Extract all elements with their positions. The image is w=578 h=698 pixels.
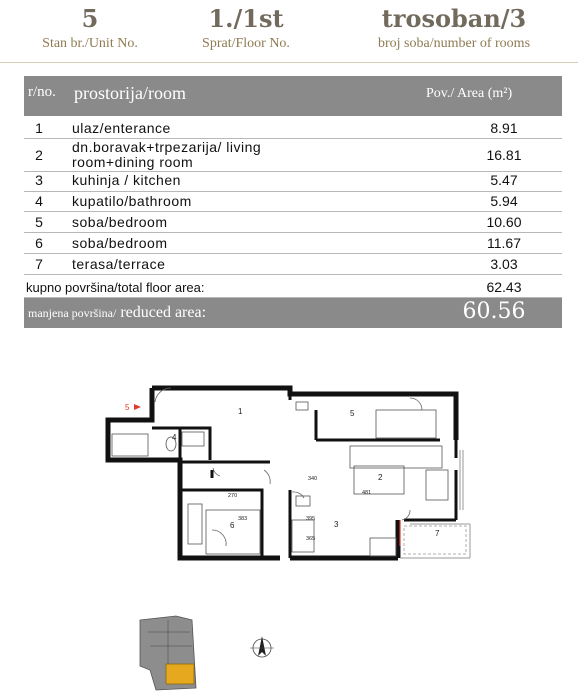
row-area: 8.91 — [490, 120, 518, 136]
floor-plan-drawing — [0, 370, 578, 694]
row-room: soba/bedroom — [72, 214, 168, 230]
rooms-number: trosoban/3 — [381, 4, 527, 33]
room-number-4: 4 — [172, 433, 177, 442]
unit-label: Stan br./Unit No. — [42, 36, 138, 51]
row-area: 11.67 — [487, 235, 521, 251]
row-room: ulaz/enterance — [72, 120, 171, 136]
row-area: 5.47 — [490, 172, 518, 188]
row-number: 1 — [35, 120, 43, 136]
table-header — [24, 76, 562, 116]
room-number-5: 5 — [350, 409, 355, 418]
row-room-line2: room+dining room — [72, 154, 194, 170]
table-row — [24, 235, 562, 253]
dimension-label: 340 — [308, 476, 318, 482]
row-divider — [24, 191, 562, 192]
row-divider — [24, 274, 562, 275]
unit-number: 5 — [81, 4, 99, 33]
floor-number: 1./1st — [208, 4, 284, 33]
row-divider — [24, 253, 562, 254]
table-row — [24, 214, 562, 232]
entrance-arrow-icon — [134, 404, 141, 410]
table-row — [24, 139, 562, 171]
row-room: kupatilo/bathroom — [72, 193, 192, 209]
row-room: dn.boravak+trpezarija/ living — [72, 139, 262, 155]
rooms-label: broj soba/number of rooms — [377, 36, 531, 51]
inner-walls — [152, 394, 456, 558]
room-number-6: 6 — [230, 521, 235, 530]
room-number-7: 7 — [435, 529, 440, 538]
row-room: soba/bedroom — [72, 235, 168, 251]
dimension-label: 383 — [238, 516, 248, 522]
floor-label: Sprat/Floor No. — [202, 36, 290, 51]
kitchen-furniture — [292, 496, 396, 556]
total-row — [24, 276, 562, 298]
row-area: 16.81 — [486, 147, 522, 163]
row-number: 6 — [35, 235, 43, 251]
table-row — [24, 120, 562, 138]
row-number: 5 — [35, 214, 43, 230]
floor-block — [176, 6, 316, 52]
bedroom-6-furniture — [188, 504, 260, 554]
col-no-header: r/no. — [28, 84, 56, 100]
bathroom-fixtures — [112, 432, 204, 456]
row-area: 10.60 — [486, 214, 522, 230]
compass-icon — [250, 636, 274, 657]
row-area: 5.94 — [490, 193, 518, 209]
dimension-label: 270 — [228, 493, 238, 499]
col-room-header: prostorija/room — [74, 83, 186, 103]
dimension-label: 365 — [306, 536, 316, 542]
col-area-header: Pov./ Area (m²) — [426, 86, 513, 101]
reduced-label-part-a: manjena površina/ — [28, 306, 117, 320]
reduced-label — [28, 304, 206, 322]
dimension-label: 395 — [306, 516, 316, 522]
row-number: 2 — [35, 147, 43, 163]
window-lines — [400, 450, 470, 558]
header-divider — [0, 62, 578, 63]
table-row — [24, 256, 562, 274]
rooms-block — [330, 6, 578, 52]
row-area: 3.03 — [490, 256, 518, 272]
floor-plan — [0, 370, 578, 694]
row-divider — [24, 232, 562, 233]
table-row — [24, 172, 562, 190]
reduced-value: 60.56 — [462, 299, 526, 324]
total-value: 62.43 — [486, 279, 522, 295]
entrance-marker-label: 5 — [125, 403, 130, 412]
reduced-label-part-b: reduced area: — [116, 304, 207, 321]
row-number: 4 — [35, 193, 43, 209]
room-number-1: 1 — [238, 407, 243, 416]
reduced-area-row — [24, 298, 562, 328]
row-room: terasa/terrace — [72, 256, 166, 272]
dimension-label: 481 — [362, 490, 372, 496]
table-row — [24, 193, 562, 211]
building-key-map — [140, 616, 196, 690]
room-number-3: 3 — [334, 520, 339, 529]
row-divider — [24, 211, 562, 212]
row-room: kuhinja / kitchen — [72, 172, 181, 188]
row-number: 7 — [35, 256, 43, 272]
total-label: kupno površina/total floor area: — [26, 280, 205, 295]
unit-block — [0, 6, 180, 52]
room-number-2: 2 — [378, 473, 383, 482]
header — [0, 0, 578, 62]
row-number: 3 — [35, 172, 43, 188]
unit-highlight — [166, 664, 194, 684]
